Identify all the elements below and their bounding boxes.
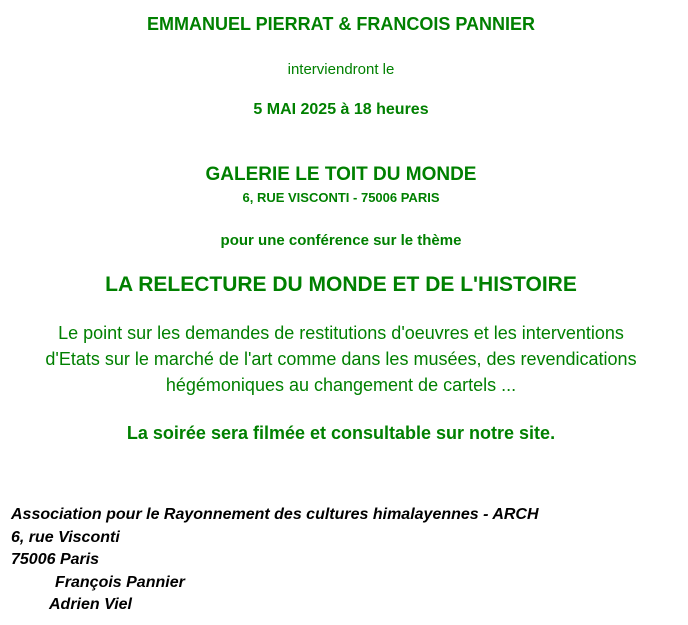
signature-block (11, 504, 539, 617)
filmed-notice: La soirée sera filmée et consultable sur notre site. (126, 423, 556, 443)
theme-description (0, 320, 682, 398)
speakers-heading: EMMANUEL PIERRAT & FRANCOIS PANNIER (146, 14, 535, 34)
street-address: 6, rue Visconti (11, 528, 120, 546)
venue-address: 6, RUE VISCONTI - 75006 PARIS (242, 190, 440, 205)
intervene-text: interviendront le (287, 61, 395, 78)
description-line: d'Etats sur le marché de l'art comme dans les musées, des revendications (45, 349, 637, 369)
description-line: Le point sur les demandes de restitutions d'oeuvres et les interventions (58, 323, 624, 343)
signatory-name: François Pannier (55, 573, 185, 591)
city-address: 75006 Paris (11, 551, 100, 568)
event-date: 5 MAI 2025 à 18 heures (253, 101, 429, 118)
venue-name: GALERIE LE TOIT DU MONDE (205, 164, 477, 185)
conference-intro: pour une conférence sur le thème (220, 232, 462, 249)
conference-theme: LA RELECTURE DU MONDE ET DE L'HISTOIRE (105, 273, 577, 296)
description-line: hégémoniques au changement de cartels ... (165, 375, 517, 395)
signatory-name: Adrien Viel (49, 596, 132, 613)
organization-name: Association pour le Rayonnement des cultures himalayennes - ARCH (11, 506, 539, 523)
